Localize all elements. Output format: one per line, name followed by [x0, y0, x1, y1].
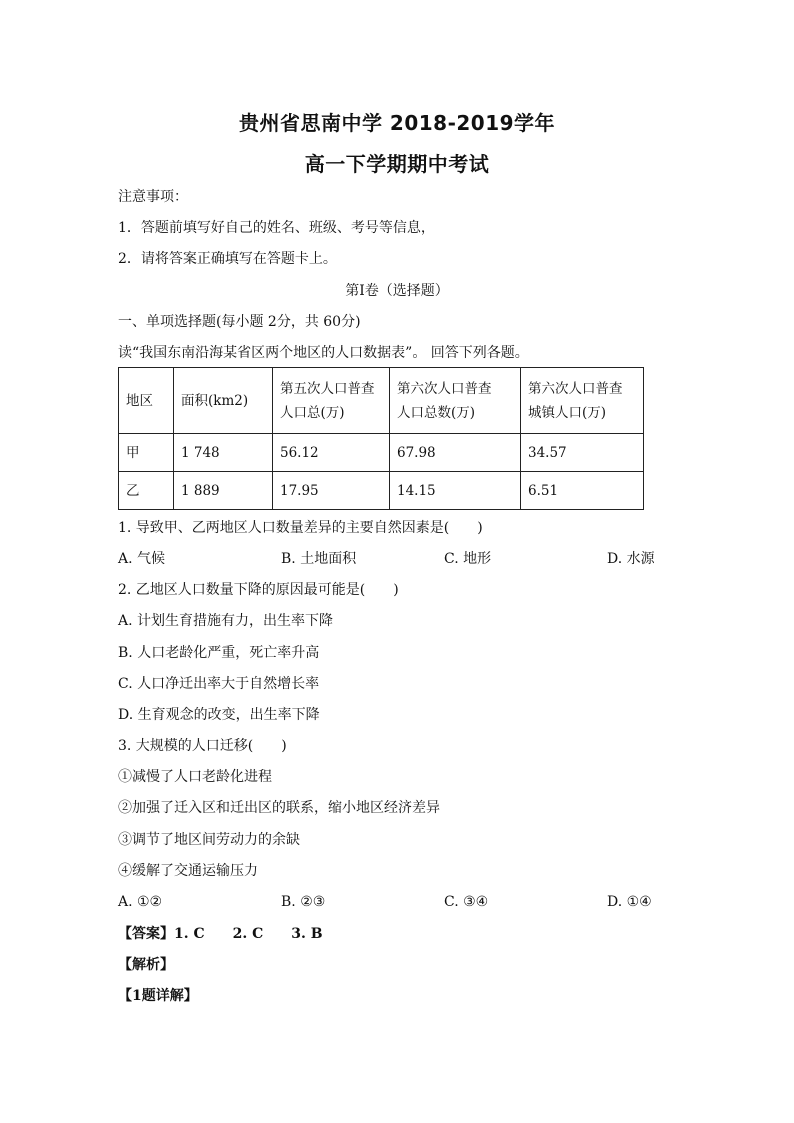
q2-option-d: D. 生育观念的改变，出生率下降	[118, 707, 320, 723]
table-cell: 6.51	[521, 472, 644, 510]
q1-option-a: A. 气候	[118, 551, 166, 567]
notice-item-2: 2．请将答案正确填写在答题卡上。	[118, 251, 337, 267]
table-header-row	[119, 368, 644, 434]
q3-statement-3: ③调节了地区间劳动力的余缺	[118, 832, 300, 848]
question-intro: 读“我国东南沿海某省区两个地区的人口数据表”。 回答下列各题。	[118, 345, 529, 361]
question-1-stem: 1. 导致甲、乙两地区人口数量差异的主要自然因素是( )	[118, 520, 483, 536]
answer-key: 【答案】1. C 2. C 3. B	[118, 926, 323, 942]
table-cell: 34.57	[521, 434, 644, 472]
table-cell: 14.15	[390, 472, 521, 510]
q3-option-a: A. ①②	[118, 894, 163, 910]
question-3-stem: 3. 大规模的人口迁移( )	[118, 738, 287, 754]
q2-option-b: B. 人口老龄化严重，死亡率升高	[118, 645, 320, 661]
table-cell: 67.98	[390, 434, 521, 472]
detail-heading: 【1题详解】	[118, 988, 198, 1004]
table-header-cell: 面积(km2)	[174, 368, 273, 434]
table-cell: 1 889	[174, 472, 273, 510]
table-header-cell: 第五次人口普查 人口总(万)	[273, 368, 390, 434]
part-one-heading: 一、单项选择题(每小题 2分，共 60分)	[118, 314, 361, 330]
q1-option-c: C. 地形	[444, 551, 492, 567]
table-cell: 乙	[119, 472, 174, 510]
q2-option-a: A. 计划生育措施有力，出生率下降	[118, 613, 334, 629]
notice-heading: 注意事项：	[118, 189, 188, 205]
q3-statement-4: ④缓解了交通运输压力	[118, 863, 258, 879]
analysis-heading: 【解析】	[118, 957, 174, 973]
table-row	[119, 434, 644, 472]
q3-option-b: B. ②③	[281, 894, 326, 910]
table-row	[119, 472, 644, 510]
q1-option-d: D. 水源	[607, 551, 655, 567]
table-header-cell: 第六次人口普查 城镇人口(万)	[521, 368, 644, 434]
table-cell: 17.95	[273, 472, 390, 510]
page-title-line2: 高一下学期期中考试	[304, 152, 490, 176]
q1-option-b: B. 土地面积	[281, 551, 357, 567]
table-cell: 56.12	[273, 434, 390, 472]
q3-option-c: C. ③④	[444, 894, 489, 910]
section-title: 第I卷（选择题）	[345, 283, 449, 299]
table-header-cell: 第六次人口普查 人口总数(万)	[390, 368, 521, 434]
q3-option-d: D. ①④	[607, 894, 652, 910]
q3-statement-2: ②加强了迁入区和迁出区的联系，缩小地区经济差异	[118, 800, 440, 816]
population-table	[118, 367, 644, 510]
question-2-stem: 2. 乙地区人口数量下降的原因最可能是( )	[118, 582, 399, 598]
table-cell: 1 748	[174, 434, 273, 472]
table-header-cell: 地区	[119, 368, 174, 434]
table-cell: 甲	[119, 434, 174, 472]
page-title-line1: 贵州省思南中学 2018-2019学年	[238, 111, 556, 135]
q3-statement-1: ①减慢了人口老龄化进程	[118, 769, 272, 785]
notice-item-1: 1．答题前填写好自己的姓名、班级、考号等信息，	[118, 220, 435, 236]
q2-option-c: C. 人口净迁出率大于自然增长率	[118, 676, 320, 692]
